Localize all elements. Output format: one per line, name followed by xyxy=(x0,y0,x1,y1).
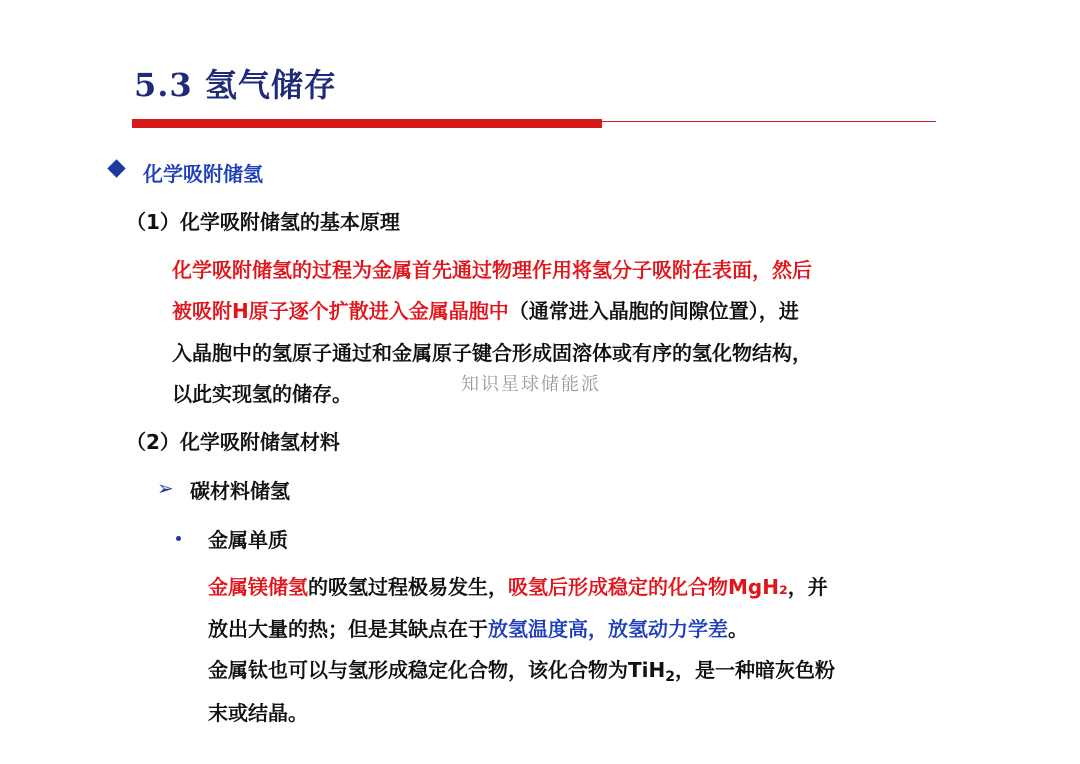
slide-title: 5.3 氢气储存 xyxy=(134,66,337,104)
principle-line-1: 化学吸附储氢的过程为金属首先通过物理作用将氢分子吸附在表面，然后 xyxy=(172,258,812,282)
arrow-bullet-icon: ➢ xyxy=(157,476,174,500)
mg-line-2-dark-b: 。 xyxy=(728,617,748,641)
mg-line-1-red-a: 金属镁储氢 xyxy=(208,575,308,599)
principle-line-4: 以此实现氢的储存。 xyxy=(172,382,352,406)
principle-line-3: 入晶胞中的氢原子通过和金属原子键合形成固溶体或有序的氢化物结构， xyxy=(172,341,812,365)
principle-line-2-dark: （通常进入晶胞的间隙位置），进 xyxy=(508,299,799,323)
mg-line-1-dark-b: ，并 xyxy=(787,575,828,599)
title-underline-thin xyxy=(602,121,936,122)
subsection-1-heading: （1）化学吸附储氢的基本原理 xyxy=(126,210,400,234)
mg-line-2-blue: 放氢温度高，放氢动力学差 xyxy=(488,617,728,641)
dot-bullet-icon xyxy=(176,536,181,541)
ti-line-2: 末或结晶。 xyxy=(208,701,308,725)
mg-line-2 xyxy=(208,615,748,643)
ti-line-1 xyxy=(208,656,835,691)
subsection-2-heading: （2）化学吸附储氢材料 xyxy=(126,430,340,454)
principle-line-2 xyxy=(172,297,799,325)
diamond-bullet-icon xyxy=(107,159,125,177)
mg-line-1 xyxy=(208,573,828,601)
ti-line-1-pre: 金属钛也可以与氢形成稳定化合物，该化合物为TiH xyxy=(208,658,666,682)
metal-element-item: 金属单质 xyxy=(208,528,288,552)
section-heading: 化学吸附储氢 xyxy=(143,162,263,186)
carbon-storage-item: 碳材料储氢 xyxy=(190,479,290,503)
mg-line-2-dark-a: 放出大量的热；但是其缺点在于 xyxy=(208,617,488,641)
mg-line-1-dark-a: 的吸氢过程极易发生， xyxy=(308,575,508,599)
title-underline-thick xyxy=(132,119,602,128)
ti-line-1-post: ，是一种暗灰色粉 xyxy=(675,658,835,682)
ti-line-1-subscript: 2 xyxy=(665,669,675,685)
watermark: 知识星球储能派 xyxy=(461,374,601,395)
mg-line-1-red-b: 吸氢后形成稳定的化合物MgH₂ xyxy=(508,575,788,599)
principle-line-2-red: 被吸附H原子逐个扩散进入金属晶胞中 xyxy=(172,299,509,323)
